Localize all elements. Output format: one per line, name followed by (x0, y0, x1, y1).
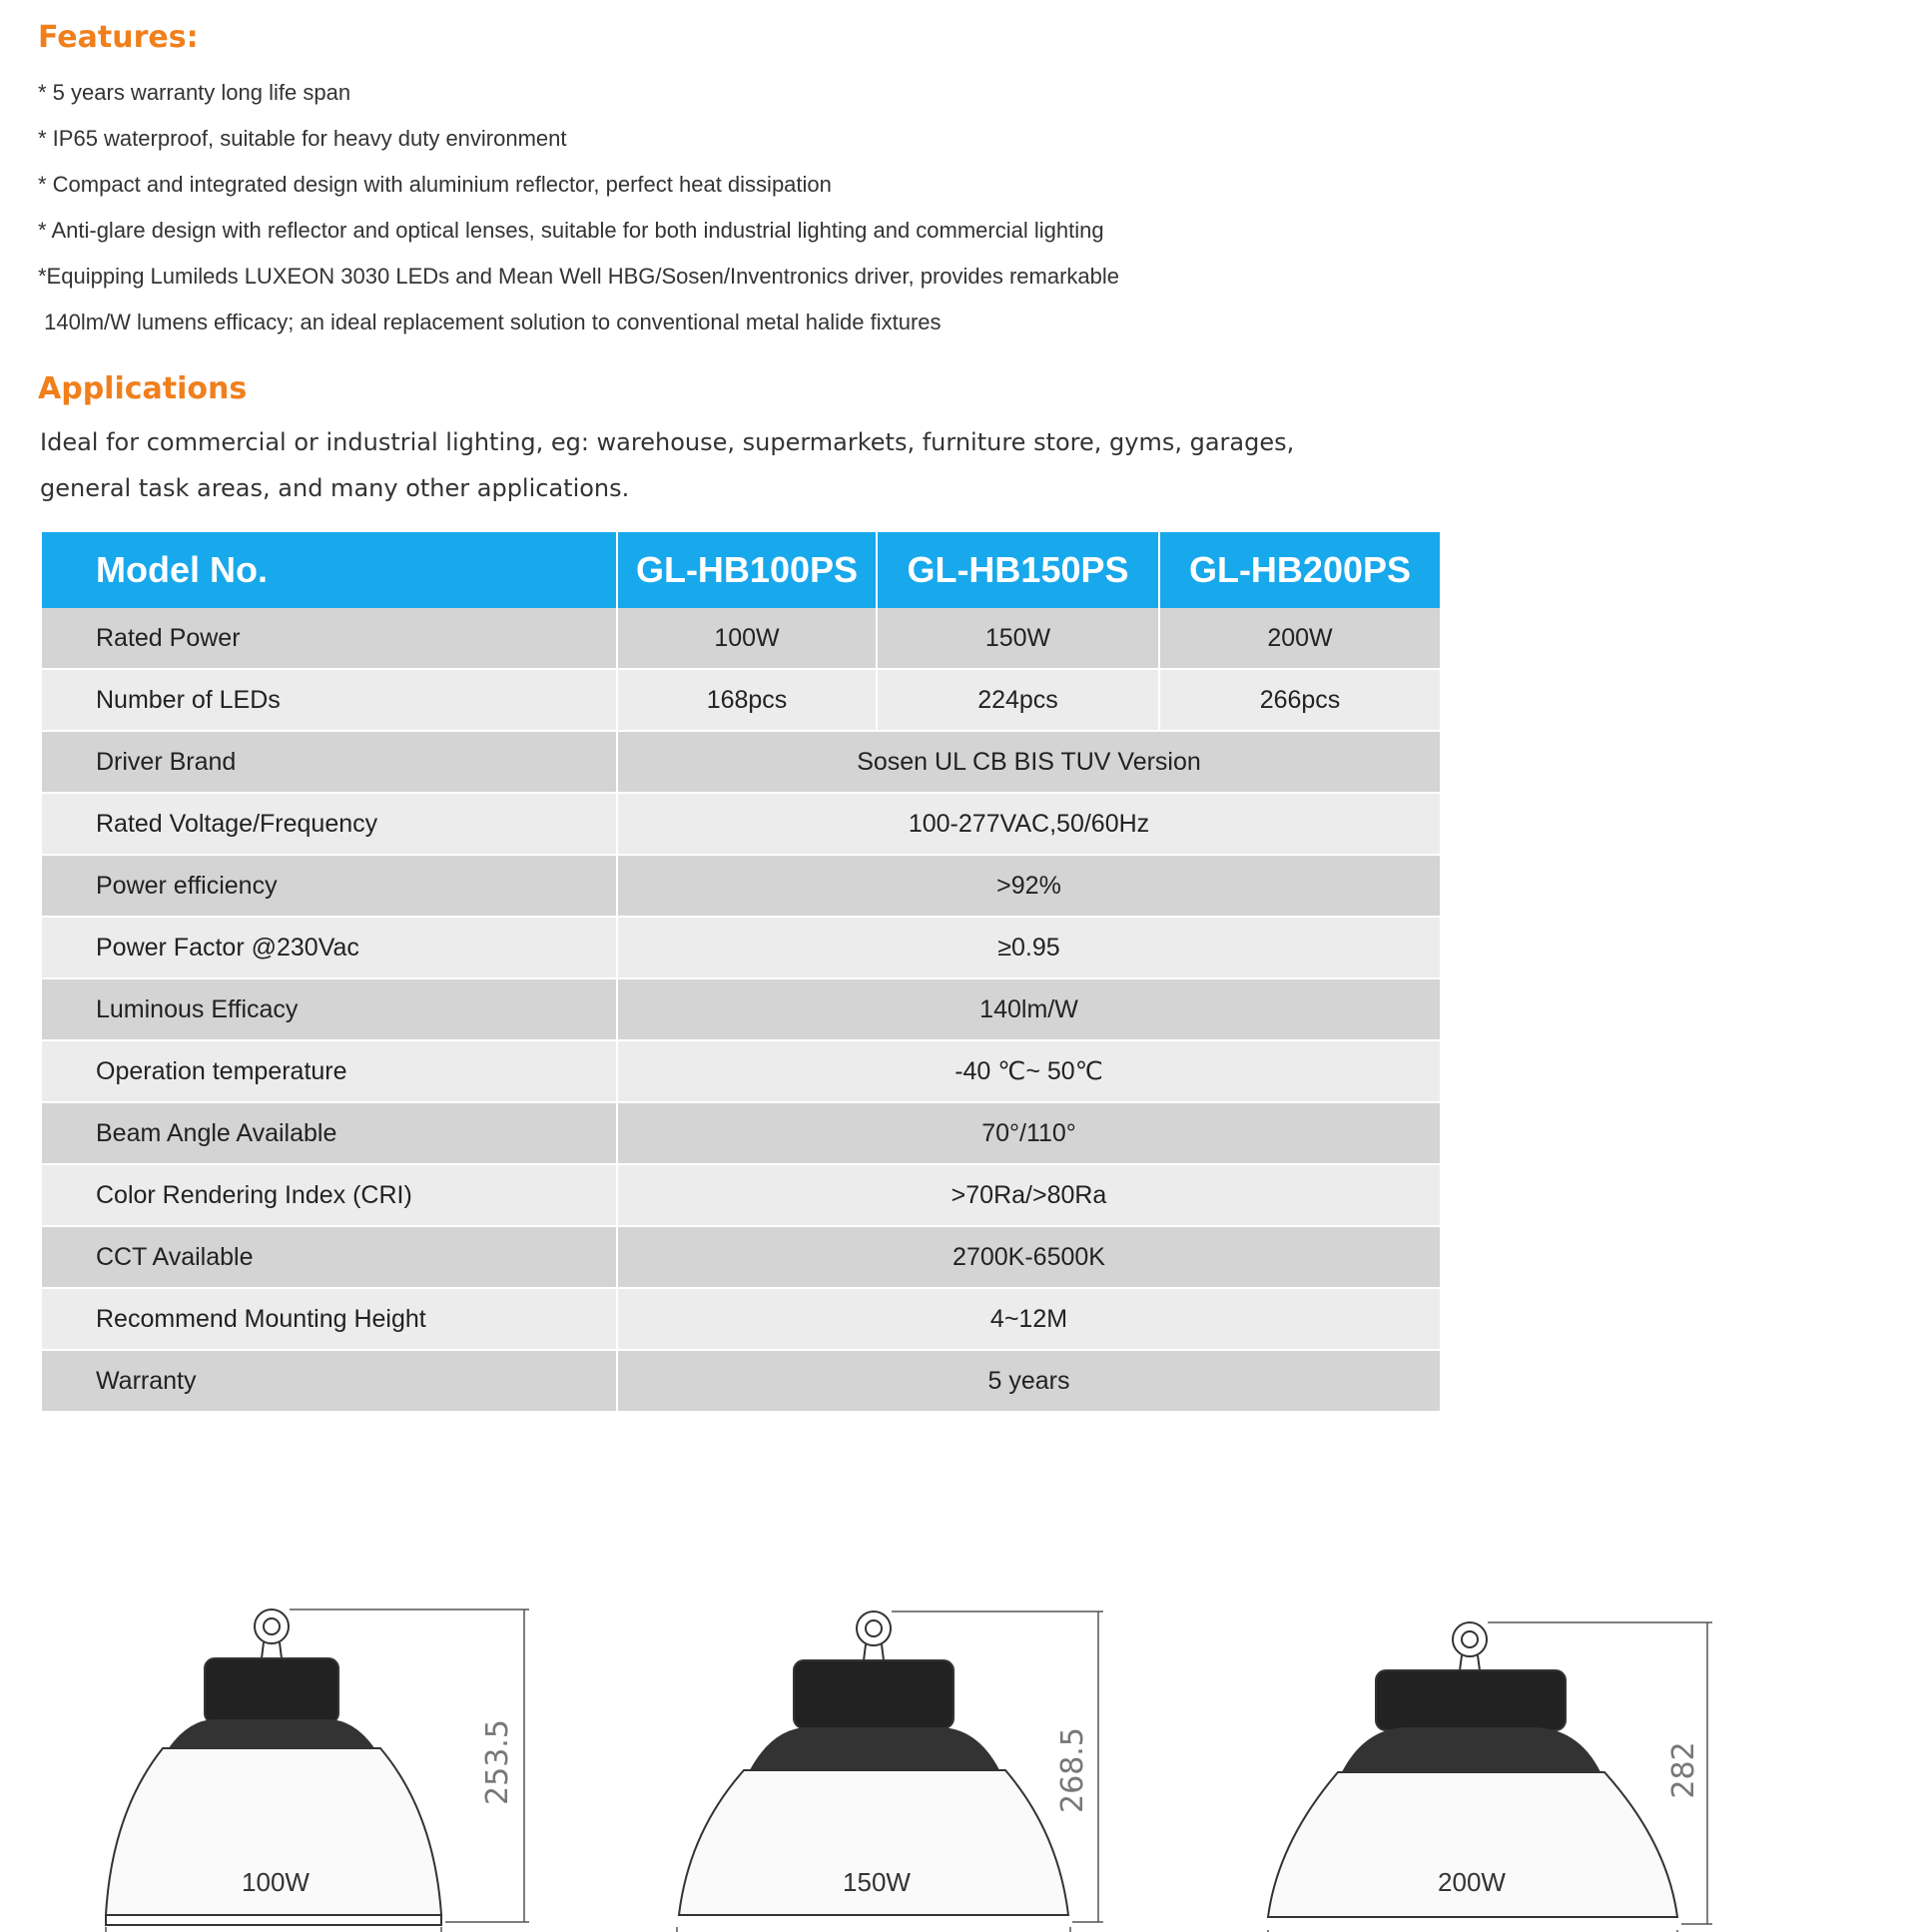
table-header-row (42, 532, 1441, 608)
table-row (42, 793, 1441, 855)
cell-value: 2700K-6500K (617, 1226, 1441, 1288)
features-heading: Features: (38, 20, 199, 55)
applications-description (40, 419, 1358, 511)
feature-item: *Equipping Lumileds LUXEON 3030 LEDs and Mean Well HBG/Sosen/Inventronics driver, provides remarkable (38, 264, 1120, 289)
cell-value: 140lm/W (617, 978, 1441, 1040)
row-label: Rated Voltage/Frequency (42, 793, 617, 855)
dimension-drawing-200w (1248, 1453, 1727, 1932)
cell-value: >70Ra/>80Ra (617, 1164, 1441, 1226)
table-row (42, 731, 1441, 793)
row-label: Luminous Efficacy (42, 978, 617, 1040)
dimension-drawing-100w (90, 1453, 549, 1932)
table-row (42, 669, 1441, 731)
row-label: Power efficiency (42, 855, 617, 917)
table-row (42, 1102, 1441, 1164)
drawing-caption: 100W (242, 1867, 310, 1897)
applications-line: general task areas, and many other applications. (40, 474, 630, 502)
row-label: Beam Angle Available (42, 1102, 617, 1164)
cell-value: >92% (617, 855, 1441, 917)
row-label: Operation temperature (42, 1040, 617, 1102)
applications-line: Ideal for commercial or industrial lighting, eg: warehouse, supermarkets, furniture store, gyms, garages, (40, 428, 1295, 456)
applications-heading: Applications (38, 371, 248, 406)
table-row (42, 1288, 1441, 1350)
spec-table (42, 532, 1442, 1413)
row-label: Rated Power (42, 608, 617, 669)
header-model-100: GL-HB100PS (617, 532, 877, 608)
table-row (42, 855, 1441, 917)
cell-value: 100W (617, 608, 877, 669)
feature-item: * IP65 waterproof, suitable for heavy duty environment (38, 126, 567, 151)
drawing-caption: 150W (843, 1867, 911, 1897)
table-row (42, 1164, 1441, 1226)
cell-value: 70°/110° (617, 1102, 1441, 1164)
cell-value: 224pcs (877, 669, 1159, 731)
height-label: 253.5 (480, 1719, 515, 1805)
row-label: Recommend Mounting Height (42, 1288, 617, 1350)
row-label: Number of LEDs (42, 669, 617, 731)
cell-value: 5 years (617, 1350, 1441, 1412)
row-label: Driver Brand (42, 731, 617, 793)
cell-value: 266pcs (1159, 669, 1441, 731)
height-label: 282 (1666, 1741, 1701, 1799)
row-label: Color Rendering Index (CRI) (42, 1164, 617, 1226)
row-label: Warranty (42, 1350, 617, 1412)
table-row (42, 1040, 1441, 1102)
header-model-no: Model No. (42, 532, 617, 608)
cell-value: 4~12M (617, 1288, 1441, 1350)
feature-item: 140lm/W lumens efficacy; an ideal replacement solution to conventional metal halide fixtures (38, 310, 942, 334)
header-model-200: GL-HB200PS (1159, 532, 1441, 608)
cell-value: 100-277VAC,50/60Hz (617, 793, 1441, 855)
header-model-150: GL-HB150PS (877, 532, 1159, 608)
feature-item: * 5 years warranty long life span (38, 80, 351, 105)
cell-value: ≥0.95 (617, 917, 1441, 978)
row-label: CCT Available (42, 1226, 617, 1288)
drawing-caption: 200W (1438, 1867, 1506, 1897)
height-label: 268.5 (1055, 1727, 1090, 1813)
feature-item: * Anti-glare design with reflector and optical lenses, suitable for both industrial lighting and commercial lighting (38, 218, 1104, 243)
cell-value: 150W (877, 608, 1159, 669)
table-row (42, 1226, 1441, 1288)
cell-value: Sosen UL CB BIS TUV Version (617, 731, 1441, 793)
table-row (42, 917, 1441, 978)
table-row (42, 978, 1441, 1040)
features-list (38, 76, 1119, 351)
cell-value: 200W (1159, 608, 1441, 669)
cell-value: -40 ℃~ 50℃ (617, 1040, 1441, 1102)
row-label: Power Factor @230Vac (42, 917, 617, 978)
cell-value: 168pcs (617, 669, 877, 731)
feature-item: * Compact and integrated design with aluminium reflector, perfect heat dissipation (38, 172, 832, 197)
table-row (42, 608, 1441, 669)
table-row (42, 1350, 1441, 1412)
dimension-drawing-150w (659, 1453, 1118, 1932)
